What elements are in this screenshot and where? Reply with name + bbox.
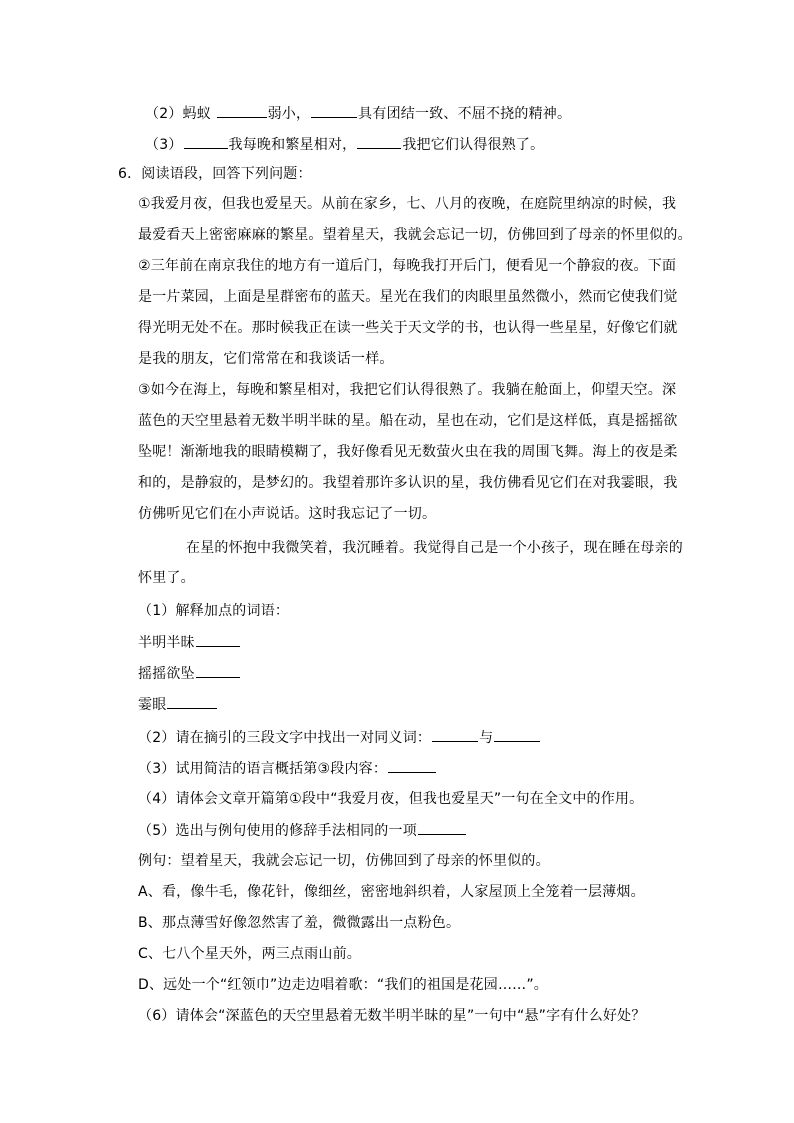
paragraph-1-line: 最爱看天上密密麻麻的繁星。望着星天，我就会忘记一切，仿佛回到了母亲的怀里似的。 bbox=[138, 227, 692, 243]
paragraph-2-line: ②三年前在南京我住的地方有一道后门，每晚我打开后门，便看见一个静寂的夜。下面 bbox=[138, 258, 677, 274]
paragraph-3-line: 蓝色的天空里悬着无数半明半昧的星。船在动，星也在动，它们是这样低，真是摇摇欲 bbox=[138, 413, 678, 429]
option-a: A、看，像牛毛，像花针，像细丝，密密地斜织着，人家屋顶上全笼着一层薄烟。 bbox=[138, 884, 645, 900]
answer-blank[interactable] bbox=[196, 632, 240, 647]
sub-question-2: （2）请在摘引的三段文字中找出一对同义词： 与 bbox=[138, 727, 541, 748]
answer-blank[interactable] bbox=[494, 727, 540, 742]
paragraph-3-line: 仿佛听见它们在小声说话。这时我忘记了一切。 bbox=[138, 506, 437, 522]
answer-blank[interactable] bbox=[311, 103, 357, 118]
paragraph-4-line: 怀里了。 bbox=[138, 570, 195, 586]
paragraph-2-line: 得光明无处不在。那时候我正在读一些关于天文学的书，也认得一些星星，好像它们就 bbox=[138, 320, 678, 336]
paragraph-3-line: ③如今在海上，每晚和繁星相对，我把它们认得很熟了。我躺在舱面上，仰望天空。深 bbox=[138, 382, 677, 398]
sub-question-3: （3）试用简洁的语言概括第③段内容： bbox=[138, 758, 437, 779]
example-sentence: 例句：望着星天，我就会忘记一切，仿佛回到了母亲的怀里似的。 bbox=[138, 853, 550, 869]
sub-question-4: （4）请体会文章开篇第①段中“我爱月夜，但我也爱星天”一句在全文中的作用。 bbox=[138, 791, 644, 807]
answer-blank[interactable] bbox=[217, 103, 267, 118]
option-b: B、那点薄雪好像忽然害了羞，微微露出一点粉色。 bbox=[138, 915, 461, 931]
paragraph-3-line: 和的，是静寂的，是梦幻的。我望着那许多认识的星，我仿佛看见它们在对我霎眼，我 bbox=[138, 475, 678, 491]
option-c: C、七八个星天外，两三点雨山前。 bbox=[138, 946, 361, 962]
answer-blank[interactable] bbox=[432, 727, 478, 742]
term-1: 半明半昧 bbox=[138, 632, 241, 653]
term-3: 霎眼 bbox=[138, 694, 218, 715]
question-6-heading: 6．阅读语段，回答下列问题： bbox=[118, 166, 312, 182]
sub-question-5: （5）选出与例句使用的修辞手法相同的一项 bbox=[138, 820, 467, 841]
answer-blank[interactable] bbox=[357, 134, 401, 149]
answer-blank[interactable] bbox=[388, 758, 436, 773]
sub-question-1: （1）解释加点的词语： bbox=[138, 603, 290, 619]
q5-item3: （3） 我每晚和繁星相对， 我把它们认得很熟了。 bbox=[145, 134, 544, 155]
answer-blank[interactable] bbox=[167, 694, 217, 709]
paragraph-1-line: ①我爱月夜，但我也爱星天。从前在家乡，七、八月的夜晚，在庭院里纳凉的时候，我 bbox=[138, 196, 677, 212]
paragraph-2-line: 是一片菜园，上面是星群密布的蓝天。星光在我们的肉眼里虽然微小，然而它使我们觉 bbox=[138, 289, 678, 305]
paragraph-2-line: 是我的朋友，它们常常在和我谈话一样。 bbox=[138, 351, 394, 367]
option-d: D、远处一个“红领巾”边走边唱着歌：“我们的祖国是花园……”。 bbox=[138, 977, 548, 993]
sub-question-6: （6）请体会“深蓝色的天空里悬着无数半明半昧的星”一句中“悬”字有什么好处？ bbox=[138, 1008, 646, 1024]
answer-blank[interactable] bbox=[184, 134, 228, 149]
paragraph-4-line: 在星的怀抱中我微笑着，我沉睡着。我觉得自己是一个小孩子，现在睡在母亲的 bbox=[186, 540, 683, 556]
answer-blank[interactable] bbox=[196, 663, 240, 678]
q5-item2: （2）蚂蚁 弱小， 具有团结一致、不屈不挠的精神。 bbox=[145, 103, 571, 124]
answer-blank[interactable] bbox=[418, 820, 466, 835]
term-2: 摇摇欲坠 bbox=[138, 663, 241, 684]
paragraph-3-line: 坠呢！渐渐地我的眼睛模糊了，我好像看见无数萤火虫在我的周围飞舞。海上的夜是柔 bbox=[138, 444, 678, 460]
